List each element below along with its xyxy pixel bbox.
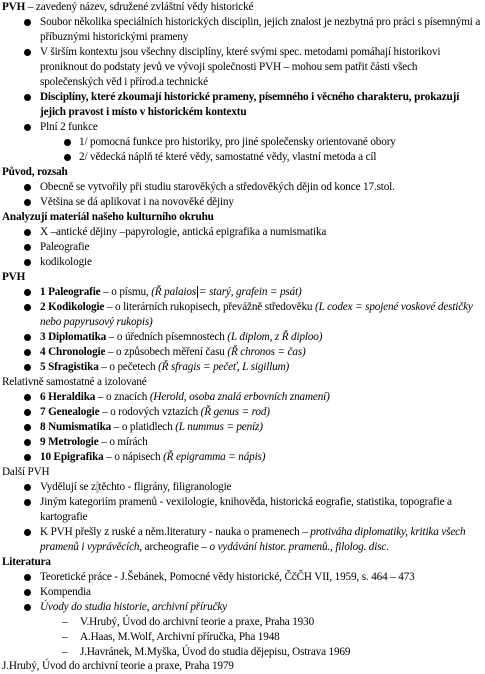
list-item: 4 Chronologie – o způsobech měření času (Ř chronos = čas) (0, 345, 485, 360)
analyzuji-heading: Analyzují materiál našeho kulturního okruhu (2, 211, 214, 223)
list-item: Paleografie (0, 240, 485, 255)
list-item: 3 Diplomatika – o úředních písemnostech (L diplom, z Ř diploo) (0, 330, 485, 345)
sub-list-item: 1/ pomocná funkce pro historiky, pro jiné společensky orientované obory (0, 135, 485, 150)
bullet-icon (24, 529, 31, 536)
selection-highlight: ​ (95, 481, 99, 493)
bullet-icon (24, 19, 31, 26)
sub-list-item: 2/ vědecká náplň té které vědy, samostatné vědy, vlastní metoda a cíl (0, 150, 485, 165)
dash-icon: – (62, 646, 68, 658)
bullet-icon (24, 289, 31, 296)
list-item: 1 Paleografie – o písmu, (Ř palaios = starý, grafein = psát) (0, 285, 485, 300)
bullet-icon (24, 424, 31, 431)
list-item: V širším kontextu jsou všechny disciplíny, které svými spec. metodami pomáhají historikovi proniknout do podstaty jevů ve vývoji společnosti PVH – mohou sem patřit části všech společenských věd i přírod.a technické (0, 45, 485, 90)
bullet-icon (24, 184, 31, 191)
list-item: 6 Heraldika – o znacích (Herold, osoba znalá erbovních znamení) (0, 390, 485, 405)
bullet-icon (24, 304, 31, 311)
bullet-icon (24, 124, 31, 131)
dash-icon: – (62, 631, 68, 643)
text-cursor (197, 286, 198, 298)
list-item: Úvody do studia historie, archivní příručky (0, 600, 485, 615)
list-item: Jiným kategoriím pramenů - vexilologie, knihověda, historická eografie, statistika, topografie a kartografie (0, 495, 485, 525)
list-item: 2 Kodikologie – o literárních rukopisech, převážně středověku (L codex = spojené voskové destičky nebo papyrusový rukopis) (0, 300, 485, 330)
bullet-icon (24, 199, 31, 206)
list-item: Plní 2 funkce (0, 120, 485, 135)
dalsi-heading: Další PVH (2, 466, 50, 478)
bullet-icon (24, 334, 31, 341)
bullet-icon (24, 589, 31, 596)
bullet-icon (64, 139, 71, 146)
list-item: 7 Genealogie – o rodových vztazích (Ř genus = rod) (0, 405, 485, 420)
bullet-icon (24, 484, 31, 491)
bullet-icon (64, 154, 71, 161)
bullet-icon (24, 259, 31, 266)
list-item: Vydělují se z​ těchto - fligrány, filigranologie (0, 480, 485, 495)
pvh-list-heading: PVH (2, 271, 26, 283)
bullet-icon (24, 499, 31, 506)
pvh-title: PVH (2, 1, 26, 13)
pvh-heading (0, 0, 485, 15)
bullet-icon (24, 349, 31, 356)
bullet-icon (24, 94, 31, 101)
list-item: 8 Numismatika – o platidlech (L nummus = peníz) (0, 420, 485, 435)
list-item: X –antické dějiny –papyrologie, antická epigrafika a numismatika (0, 225, 485, 240)
relativne-heading: Relativně samostatné a izolované (2, 376, 147, 388)
list-item: 9 Metrologie – o mírách (0, 435, 485, 450)
bullet-icon (24, 439, 31, 446)
book-item: – A.Haas, M.Wolf, Archivní příručka, Pha 1948 (62, 631, 280, 643)
list-item: Kompendia (0, 585, 485, 600)
bullet-icon (24, 244, 31, 251)
cut-off-line: J.Hrubý, Úvod do archivní teorie a praxe, Praha 1979 (2, 660, 234, 672)
list-item: Soubor několika speciálních historických disciplin, jejich znalost je nezbytná pro práci s písemnými a příbuznými historickými prameny (0, 15, 485, 45)
list-item: kodikologie (0, 255, 485, 270)
book-item: – V.Hrubý, Úvod do archivní teorie a praxe, Praha 1930 (62, 616, 315, 628)
bullet-icon (24, 49, 31, 56)
book-item: – J.Havránek, M.Myška, Úvod do studia dějepisu, Ostrava 1969 (62, 646, 351, 658)
bullet-icon (24, 454, 31, 461)
bullet-icon (24, 574, 31, 581)
list-item: 5 Sfragistika – o pečetech (Ř sfragis = pečeť, L sigillum) (0, 360, 485, 375)
list-item: Teoretické práce - J.Šebánek, Pomocné vědy historické, ČčČH VII, 1959, s. 464 – 473 (0, 570, 485, 585)
list-item: Obecně se vytvořily při studiu starověkých a středověkých dějin od konce 17.stol. (0, 180, 485, 195)
list-item: 10 Epigrafika – o nápisech (Ř epigramma = nápis) (0, 450, 485, 465)
dash-icon: – (62, 616, 68, 628)
list-item: Disciplíny, které zkoumají historické prameny, písemného i věcného charakteru, prokazují jejich pravost i místo v historickém kontextu (0, 90, 485, 120)
bullet-icon (24, 394, 31, 401)
list-item: Většina se dá aplikovat i na novověké dějiny (0, 195, 485, 210)
literatura-heading: Literatura (2, 556, 51, 568)
bullet-icon (24, 409, 31, 416)
bullet-icon (24, 229, 31, 236)
puvod-heading: Původ, rozsah (2, 166, 68, 178)
pvh-subtitle: – zavedený název, sdružené zvláštní vědy historické (25, 1, 254, 13)
bullet-icon (24, 604, 31, 611)
bullet-icon (24, 364, 31, 371)
list-item: K PVH přešly z ruské a něm.literatury - nauka o pramenech – protiváha diplomatiky, kritika všech pramenů i vyprávěcích, archeografie – o vydávání histor. pramenů., filolog. disc. (0, 525, 485, 555)
